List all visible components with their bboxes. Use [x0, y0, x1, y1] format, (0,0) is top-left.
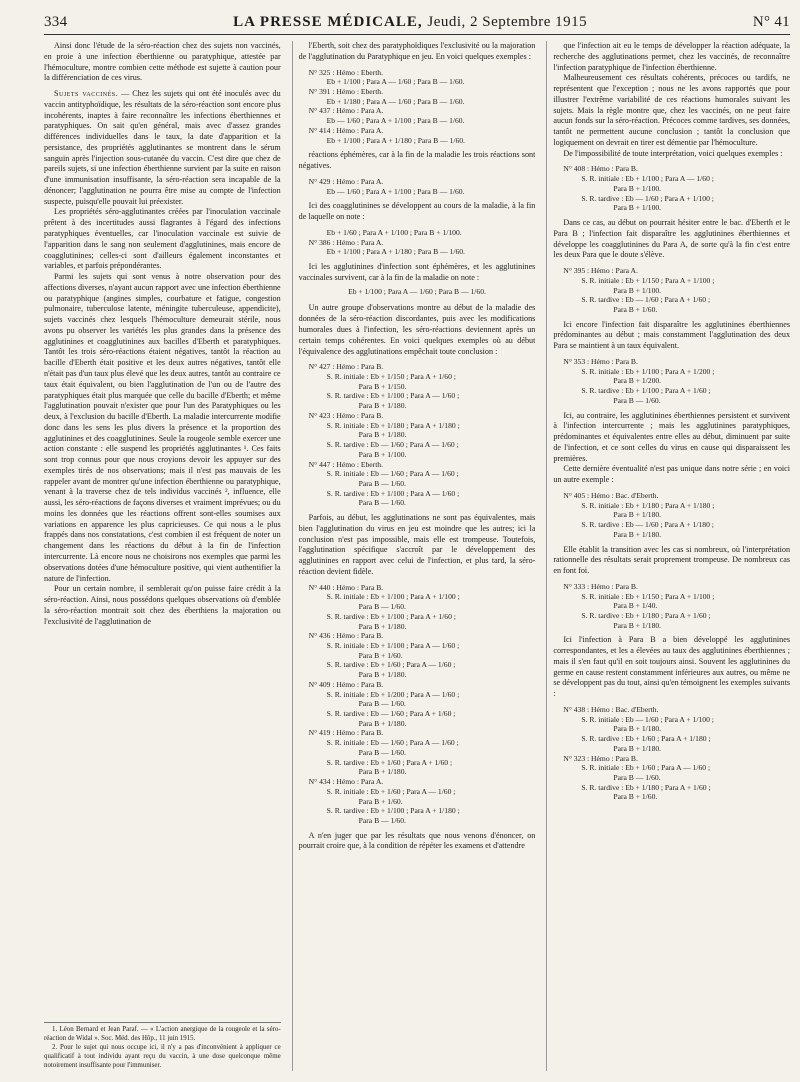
paragraph: Ici encore l'infection fait disparaître les agglutinines éberthiennes prédominantes au début ; mais constamment l'agglutination des deux Para se maintient à un taux équivalent.	[553, 319, 791, 351]
observation-line: S. R. initiale : Eb — 1/60 ; Para A + 1/100 ;	[581, 714, 714, 724]
paragraph: Dans ce cas, au début on pourrait hésiter entre le bac. d'Eberth et le Para B ; l'infection fait disparaître les agglutinines éberthiennes et développe les coagglutinines du Para A, de sorte qu'à la fin c'est entre les deux Para que le doute s'élève.	[553, 218, 791, 260]
observation-heading: N° 409 : Hémo : Para B.	[308, 679, 384, 689]
observation-heading: N° 437 : Hémo : Para A.	[308, 106, 384, 116]
observation-line: S. R. initiale : Eb + 1/100 ; Para A — 1/60 ;	[326, 641, 460, 650]
observation-list	[557, 164, 790, 213]
observation-line: Para B + 1/60.	[613, 304, 658, 314]
column-3	[546, 41, 790, 1071]
paragraph: réactions éphémères, car à la fin de la maladie les trois réactions sont négatives.	[298, 150, 536, 171]
observation-line: S. R. tardive : Eb — 1/60 ; Para A — 1/60 ;	[326, 440, 459, 450]
observation-heading: N° 323 : Hémo : Para B.	[563, 753, 638, 763]
paragraph: Parfois, au début, les agglutinations ne sont pas équivalentes, mais bien l'agglutination du virus en jeu est moindre que les autres; ici la conclusion n'est pas impossible, mais elle est trompeuse. Toutefois, l'agglutination spécifique s'accroît par le développement des agglutinines en rapport avec celui de l'infection, et plus tard, la séro-réaction devient fidèle.	[298, 513, 536, 576]
paragraph: Un autre groupe d'observations montre au début de la maladie des données de la séro-réaction discordantes, puis avec les modifications humorales dues à l'infection, les séro-réactions deviennent après un certain temps cohérentes. En voici quelques exemples où au début l'équivalence des agglutinations empêchait toute conclusion :	[298, 303, 536, 356]
observation-heading: N° 395 : Hémo : Para A.	[563, 266, 638, 276]
observation-line: Para B + 1/60.	[358, 650, 403, 660]
observation-list	[557, 582, 790, 631]
observation-line: Para B + 1/180.	[613, 529, 662, 539]
observation-line: S. R. initiale : Eb + 1/60 ; Para A — 1/60 ;	[326, 786, 456, 796]
paragraph: Sujets vaccinés. — Chez les sujets qui ont été inoculés avec du vaccin antityphoïdique, les résultats de la séro-réaction sont encore plus incohérents, inaptes à faire reconnaître les infections éberthiennes et paratyphiques. On sait qu'en général, mais avec d'assez grandes différences individuelles dans le taux, la date d'apparition et la persistance, des propriétés agglutinantes se montrent dans le sérum sanguin après l'injection sous-cutanée du vaccin. C'est dire que chez de pareils sujets, si une infection éberthienne survient par la suite en raison d'une immunisation insuffisante, la séro-réaction sera incapable de la dénoncer; l'agglutination ne pourra être mise au compte de l'infection suspecte, puisqu'elle pouvait lui préexister.	[44, 89, 281, 206]
observation-line: Para B + 1/180.	[358, 621, 407, 631]
observation-line: Para B — 1/60.	[358, 815, 406, 825]
observation-line: Para B + 1/180.	[358, 670, 407, 680]
column-2	[292, 41, 536, 1071]
observation-heading: N° 333 : Hémo : Para B.	[563, 581, 638, 591]
section-heading: Sujets vaccinés.	[54, 89, 119, 99]
observation-line: S. R. initiale : Eb — 1/60 ; Para A — 1/60 ;	[326, 738, 459, 748]
paragraph: Ainsi donc l'étude de la séro-réaction chez des sujets non vaccinés, en proie à une infection éberthienne ou paratyphique, attestée par l'hémoculture, montre combien cette méthode est sujette à caution pour la différenciation de ces virus.	[44, 41, 281, 83]
observation-line: Para B + 1/60.	[613, 792, 658, 802]
observation-line: S. R. initiale : Eb + 1/180 ; Para A + 1/180 ;	[581, 500, 715, 510]
paragraph: De l'impossibilité de toute interprétation, voici quelques exemples :	[563, 148, 783, 158]
observation-heading: N° 353 : Hémo : Para B.	[563, 356, 638, 366]
observation-heading: N° 414 : Hémo : Para A.	[308, 125, 384, 135]
paragraph: l'Eberth, soit chez des paratyphoïdiques l'exclusivité ou la majoration de l'agglutination du Paratyphique en jeu. En voici quelques exemples :	[298, 41, 536, 61]
observation-heading: N° 391 : Hémo : Eberth.	[308, 86, 383, 96]
observation-line: S. R. initiale : Eb + 1/100 ; Para A — 1/60 ;	[581, 174, 714, 184]
observation-line: S. R. tardive : Eb + 1/100 ; Para A + 1/60 ;	[581, 386, 711, 396]
observation-list	[303, 583, 536, 826]
observation-heading: N° 408 : Hémo : Para B.	[563, 164, 638, 174]
paragraph: Parmi les sujets qui sont venus à notre observation pour des affections diverses, n'ayant aucun rapport avec une infection éberthienne ou paratyphique (angines simples, courbature et fatigue, congestion pulmonaire, tuberculose latente, méningite tuberculeuse, appendicite), sujets vaccinés chez lesquels l'hémoculture demeurait stérile, nous avons pu observer les variétés les plus grandes dans la présence des agglutinines et coagglutinines aux bacilles d'Eberth et paratyphiques. Tantôt les trois séro-réactions étaient négatives, tantôt la réaction au bacille d'Eberth était positive et les deux autres négatives, tantôt elle n'était pas d'un taux plus élevé que les deux autres, tantôt au contraire ce taux était équivalent, ou bien l'agglutination de l'un ou de l'autre des paratyphiques était plus marquée que celle du bacille d'Eberth; et même l'agglutination pouvait n'exister que pour l'un des Paratyphiques ou les deux, à l'exclusion du bacille d'Eberth. La maladie intercurrente modifie donc dans les sens les plus divers la présence et la proportion des agglutinines et des coagglutinines. Seule la rougeole semble exercer une action constante : elle suspend les propriétés agglutinantes ¹. Ces faits sont trop connus pour que nous croyions devoir les appuyer sur des exemples tirés de nos observations; mais il n'est pas mauvais de les rappeler avant de montrer qu'une infection éberthienne ou paratyphique, venant à la traverse chez de tels individus vaccinés ², influence, elle aussi, les séro-réactions de façons diverses et vraiment imprévues; ou du moins les données que les réactions offrent sont-elles soumises aux variations en apparence les plus capricieuses. Ce qui nous a le plus frappés dans nos constatations, c'est combien il est fréquent de noter un changement dans les réactions du début à la fin de l'infection intercurrente. Là encore nous ne choisirons nos exemples que parmi les observations dotées d'une hémoculture positive, qui vient authentifier la nature de l'infection.	[44, 272, 281, 583]
paragraph: Pour un certain nombre, il semblerait qu'on puisse faire crédit à la séro-réaction. Ainsi, nous possédons quelques observations où d'emblée la séro-réaction montrait soit chez des éberthiens la majoration ou l'exclusivité de l'agglutination de	[44, 584, 281, 626]
paragraph: Ici des coagglutinines se développent au cours de la maladie, à la fin de laquelle on note :	[298, 201, 536, 222]
observation-line: Para B + 1/100.	[613, 183, 662, 193]
observation-line: S. R. tardive : Eb + 1/100 ; Para A — 1/60 ;	[326, 391, 460, 401]
paragraph: Ici les agglutinines d'infection sont éphémères, et les agglutinines vaccinales survivent, car à la fin de la maladie on note :	[298, 261, 536, 282]
paragraph: Malheureusement ces résultats cohérents, précoces ou tardifs, ne représentent que l'exception ; nous ne les avons rapportés que pour illustrer l'extrême variabilité de ces réactions humorales suivant les sujets. Mais la règle montre que, chez les vaccinés, on ne peut faire aucun fonds sur la séro-réaction. Précoces comme tardives, ses données, tantôt ne permettent aucune conclusion ; tantôt la conclusion que logiquement on devrait en tirer est démentie par l'hémoculture.	[553, 73, 791, 147]
observation-list	[303, 68, 536, 146]
observation-line: Para B — 1/60.	[613, 395, 661, 405]
paragraph: Elle établit la transition avec les cas si nombreux, où l'interprétation rationnelle des résultats serait proprement trompeuse. De nombreux cas en font foi.	[553, 544, 791, 576]
observation-line: Eb + 1/100 ; Para A + 1/180 ; Para B — 1/60.	[326, 135, 465, 145]
observation-line: S. R. initiale : Eb + 1/200 ; Para A — 1/60 ;	[326, 689, 460, 699]
observation-line: Para B + 1/100.	[358, 449, 407, 459]
result-formula: Eb + 1/100 ; Para A — 1/60 ; Para B — 1/60.	[348, 287, 486, 297]
paragraph: que l'infection ait eu le temps de développer la réaction adéquate, la recherche des agglutinations permet, chez les vaccinés, de reconnaître l'infection paratyphique de l'infection éberthienne.	[553, 41, 791, 72]
observation-line: Eb — 1/60 ; Para A + 1/100 ; Para B — 1/60.	[326, 116, 465, 126]
observation-line: S. R. initiale : Eb + 1/100 ; Para A + 1/100 ;	[326, 592, 460, 602]
text-columns	[44, 41, 790, 1071]
observation-list	[557, 357, 790, 406]
observation-heading: N° 419 : Hémo : Para B.	[308, 728, 384, 738]
observation-line: S. R. tardive : Eb + 1/60 ; Para A — 1/60 ;	[326, 660, 456, 670]
observation-line: Eb + 1/180 ; Para A — 1/60 ; Para B — 1/60.	[326, 96, 465, 106]
observation-heading: N° 429 : Hémo : Para A.	[308, 176, 384, 186]
observation-line: Para B + 1/100.	[613, 203, 662, 213]
observation-line: Para B + 1/180.	[613, 724, 662, 734]
paragraph: Cette dernière éventualité n'est pas unique dans notre série ; en voici un autre exemple :	[553, 464, 791, 485]
observation-line: S. R. tardive : Eb — 1/60 ; Para A + 1/60 ;	[326, 709, 456, 719]
observation-line: Para B + 1/180.	[613, 743, 662, 753]
observation-line: S. R. initiale : Eb + 1/150 ; Para A + 1/100 ;	[581, 275, 715, 285]
observation-line: Para B + 1/100.	[613, 285, 662, 295]
running-header	[44, 14, 790, 35]
observation-line: Para B + 1/150.	[358, 381, 407, 391]
page-number: 334	[44, 14, 68, 30]
observation-line: Eb — 1/60 ; Para A + 1/100 ; Para B — 1/60.	[326, 186, 465, 196]
footnote: 1. Léon Bernard et Jean Paraf. — « L'action anergique de la rougeole et la séro-réaction de Widal ». Soc. Méd. des Hôp., 11 juin 1915.	[44, 1026, 281, 1043]
issue-number: N° 41	[752, 14, 790, 30]
observation-line: S. R. tardive : Eb + 1/180 ; Para A + 1/60 ;	[581, 782, 711, 792]
observation-heading: N° 436 : Hémo : Para B.	[308, 631, 384, 641]
observation-line: S. R. tardive : Eb + 1/60 ; Para A + 1/60 ;	[326, 757, 453, 767]
observation-line: S. R. initiale : Eb + 1/150 ; Para A + 1/100 ;	[581, 591, 715, 601]
paragraph: Ici, au contraire, les agglutinines éberthiennes persistent et survivent à l'infection intercurrente ; mais les agglutinines paratyphiques, prédominantes et équivalentes entre elles au début, diminuent par suite de l'infection, et ce sont celles du virus en cause qui disparaissent les premières.	[553, 410, 791, 463]
observation-line: S. R. initiale : Eb + 1/150 ; Para A + 1/60 ;	[326, 372, 456, 382]
observation-line: Para B + 1/180.	[613, 620, 662, 630]
observation-line: Para B — 1/60.	[358, 478, 406, 488]
observation-line: Para B + 1/180.	[613, 510, 662, 520]
observation-line: Para B + 1/180.	[358, 430, 407, 440]
observation-line: Para B + 1/40.	[613, 601, 658, 611]
observation-heading: N° 423 : Hémo : Para B.	[308, 410, 384, 420]
journal-title: LA PRESSE MÉDICALE, Jeudi, 2 Septembre 1915	[233, 14, 588, 30]
observation-line: Para B — 1/60.	[358, 498, 406, 508]
observation-line: S. R. tardive : Eb + 1/180 ; Para A + 1/60 ;	[581, 610, 711, 620]
column-1	[44, 41, 281, 1071]
observation-heading: N° 434 : Hémo : Para A.	[308, 777, 384, 787]
observation-line: S. R. tardive : Eb — 1/60 ; Para A + 1/100 ;	[581, 193, 714, 203]
observation-line: S. R. tardive : Eb + 1/100 ; Para A + 1/60 ;	[326, 611, 456, 621]
observation-line: Para B + 1/180.	[358, 401, 407, 411]
observation-line: Eb + 1/100 ; Para A + 1/180 ; Para B — 1/60.	[326, 247, 465, 257]
observation-list	[557, 491, 790, 540]
observation-line: S. R. initiale : Eb — 1/60 ; Para A — 1/60 ;	[326, 469, 459, 479]
observation-heading: N° 386 : Hémo : Para A.	[308, 237, 384, 247]
observation-heading: N° 405 : Hémo : Bac. d'Eberth.	[563, 490, 659, 500]
paragraph: A n'en juger que par les résultats que nous venons d'énoncer, on pourrait croire que, à la condition de répéter les examens et d'attendre	[298, 830, 536, 851]
issue-date: Jeudi, 2 Septembre 1915	[427, 14, 588, 30]
observation-line: Eb + 1/60 ; Para A + 1/100 ; Para B + 1/100.	[326, 227, 462, 237]
observation-line: S. R. initiale : Eb + 1/60 ; Para A — 1/60 ;	[581, 763, 711, 773]
paragraph: Ici l'infection à Para B a bien développé les agglutinines correspondantes, et les a élevées au taux des agglutinines éberthiennes ; mais il s'en faut qu'il en soit toujours ainsi. Souvent les agglutinines du germe en cause restent constamment inférieures aux autres, ou même ne se développent pas du tout, ainsi qu'en témoignent les exemples suivants :	[553, 635, 791, 699]
observation-heading: N° 438 : Hémo : Bac. d'Eberth.	[563, 705, 659, 714]
observation-line: Eb + 1/100 ; Para A — 1/60 ; Para B — 1/60.	[326, 77, 465, 87]
observation-line: Para B + 1/60.	[358, 796, 403, 806]
observation-line: Para B — 1/60.	[358, 699, 406, 709]
observation-line: S. R. tardive : Eb + 1/60 ; Para A + 1/180 ;	[581, 734, 711, 744]
observation-line: S. R. initiale : Eb + 1/100 ; Para A + 1/200 ;	[581, 366, 715, 376]
observation-line: Para B — 1/60.	[358, 747, 406, 757]
observation-line: S. R. initiale : Eb + 1/180 ; Para A + 1/180 ;	[326, 420, 460, 430]
observation-line: Para B + 1/200.	[613, 376, 662, 386]
observation-list	[303, 362, 536, 508]
observation-list	[557, 705, 790, 802]
observation-list	[303, 177, 536, 196]
observation-heading: N° 440 : Hémo : Para B.	[308, 582, 384, 592]
observation-line: S. R. tardive : Eb — 1/60 ; Para A + 1/180 ;	[581, 520, 714, 530]
observation-line: Para B + 1/180.	[358, 718, 407, 728]
paragraph: Les propriétés séro-agglutinantes créées par l'inoculation vaccinale prêtent à des incertitudes aussi flagrantes à l'égard des infections paratyphiques éventuelles, car l'inoculation vaccinale est suivie de l'apparition dans le sang non seulement d'agglutinines, mais encore de coagglutinines; celles-ci sont d'ailleurs également inconstantes et variables, et parfois prépondérantes.	[44, 207, 281, 271]
observation-line: Para B — 1/60.	[358, 602, 406, 612]
observation-heading: N° 325 : Hémo : Eberth.	[308, 67, 383, 77]
observation-heading: N° 427 : Hémo : Para B.	[308, 362, 384, 372]
footnotes	[44, 1022, 281, 1071]
observation-line: Para B — 1/60.	[613, 773, 661, 783]
observation-list	[557, 266, 790, 315]
observation-list	[303, 228, 536, 257]
observation-line: S. R. tardive : Eb — 1/60 ; Para A + 1/60 ;	[581, 295, 711, 305]
footnote: 2. Pour le sujet qui nous occupe ici, il n'y a pas d'inconvénient à appliquer ce qualificatif à tout individu ayant reçu du vaccin, à une dose quelconque même notoirement insuffisante pour l'immuniser.	[44, 1044, 281, 1070]
observation-line: S. R. tardive : Eb + 1/100 ; Para A + 1/180 ;	[326, 806, 460, 816]
observation-heading: N° 447 : Hémo : Eberth.	[308, 459, 383, 469]
observation-line: Para B + 1/180.	[358, 767, 407, 777]
observation-line: S. R. tardive : Eb + 1/100 ; Para A — 1/60 ;	[326, 488, 460, 498]
